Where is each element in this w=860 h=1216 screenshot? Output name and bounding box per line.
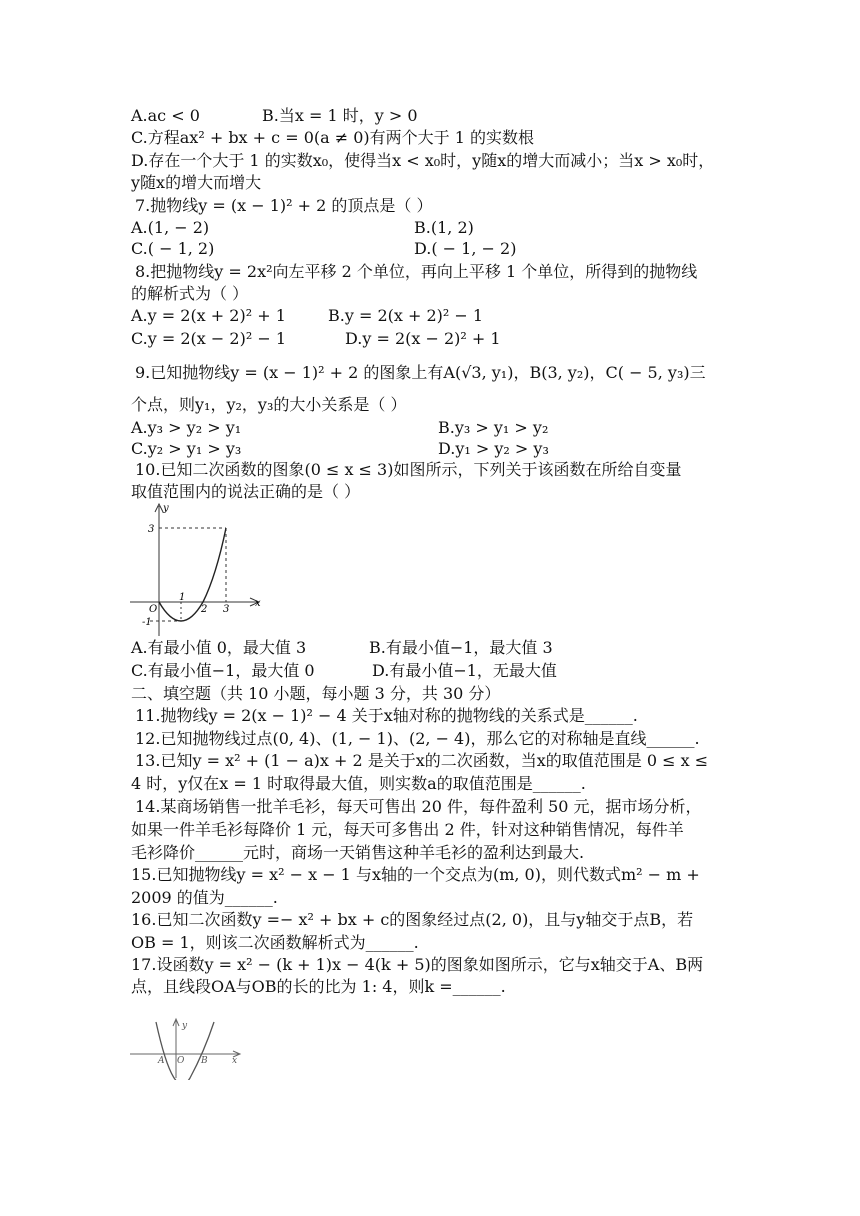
q9-option-b: B.y₃ > y₁ > y₂ [438,418,549,437]
y-tick-3: 3 [148,524,155,535]
y-tick-minus1: -1 [142,617,152,628]
q17-line1: 17.设函数y = x² − (k + 1)x − 4(k + 5)的图象如图所示，它与x轴交于A、B两 [131,955,704,974]
x-tick-3: 3 [223,604,230,615]
point-b-label: B [201,1056,208,1066]
q10-function-graph [128,500,268,638]
q6-option-a: A.ac < 0 [131,106,200,125]
q8-option-b: B.y = 2(x + 2)² − 1 [328,306,484,325]
q16-line1: 16.已知二次函数y =− x² + bx + c的图象经过点(2, 0)，且与y轴交于点B，若 [131,910,694,929]
q7-option-c: C.( − 1, 2) [131,239,215,258]
q6-option-d-line2: y随x的增大而增大 [131,173,262,192]
q16-line2: OB = 1，则该二次函数解析式为______. [131,933,419,952]
q14-line2: 如果一件羊毛衫每降价 1 元，每天可多售出 2 件，针对这种销售情况，每件羊 [131,820,684,839]
origin-label: O [177,1056,185,1066]
q17-function-graph [128,1016,248,1080]
q10-option-a: A.有最小值 0，最大值 3 [131,638,307,657]
q8-option-d: D.y = 2(x − 2)² + 1 [345,329,501,348]
origin-label: O [149,604,158,615]
q7-option-a: A.(1, − 2) [131,218,210,237]
section-heading-fill-in: 二、填空题（共 10 小题，每小题 3 分，共 30 分） [131,684,501,703]
q15-line1: 15.已知抛物线y = x² − x − 1 与x轴的一个交点为(m, 0)，则代数式m² − m + [131,865,700,884]
point-a-label: A [158,1056,165,1066]
q9-option-a: A.y₃ > y₂ > y₁ [131,418,242,437]
y-axis-label: y [182,1021,188,1031]
q10-option-c: C.有最小值−1，最大值 0 [131,661,315,680]
q14-line3: 毛衫降价______元时，商场一天销售这种羊毛衫的盈利达到最大. [131,843,585,862]
x-tick-1: 1 [179,592,186,603]
q10-stem-line2: 取值范围内的说法正确的是（ ） [131,482,361,501]
q17-line2: 点，且线段OA与OB的长的比为 1: 4，则k =______. [131,977,506,996]
q13-line2: 4 时，y仅在x = 1 时取得最大值，则实数a的取值范围是______. [131,774,586,793]
q6-option-d-line1: D.存在一个大于 1 的实数x₀，使得当x < x₀时，y随x的增大而减小；当x > x₀时， [131,151,715,170]
q13-line1: 13.已知y = x² + (1 − a)x + 2 是关于x的二次函数，当x的取值范围是 0 ≤ x ≤ [135,751,709,770]
y-axis-label: y [163,503,169,514]
q7-option-b: B.(1, 2) [414,218,474,237]
q10-stem-line1: 10.已知二次函数的图象(0 ≤ x ≤ 3)如图所示，下列关于该函数在所给自变量 [135,460,682,479]
parabola-curve [159,528,226,621]
q10-option-b: B.有最小值−1，最大值 3 [369,638,553,657]
q9-stem-line2: 个点，则y₁，y₂，y₃的大小关系是（ ） [131,395,407,414]
q6-option-c: C.方程ax² + bx + c = 0(a ≠ 0)有两个大于 1 的实数根 [131,128,535,147]
q12-text: 12.已知抛物线过点(0, 4)、(1, − 1)、(2, − 4)，那么它的对称轴是直线______. [135,729,700,748]
q8-stem-line1: 8.把抛物线y = 2x²向左平移 2 个单位，再向上平移 1 个单位，所得到的抛物线 [135,262,698,281]
x-tick-2: 2 [201,604,208,615]
q9-stem-line1: 9.已知抛物线y = (x − 1)² + 2 的图象上有A(√3, y₁)，B(3, y₂)，C( − 5, y₃)三 [135,363,706,382]
q10-option-d: D.有最小值−1，无最大值 [372,661,557,680]
q9-option-d: D.y₁ > y₂ > y₃ [438,439,549,458]
q8-option-a: A.y = 2(x + 2)² + 1 [131,306,286,325]
q7-stem: 7.抛物线y = (x − 1)² + 2 的顶点是（ ） [135,196,433,215]
q9-option-c: C.y₂ > y₁ > y₃ [131,439,242,458]
x-axis-label: x [255,598,261,609]
x-axis-label: x [232,1056,238,1066]
q14-line1: 14.某商场销售一批羊毛衫，每天可售出 20 件，每件盈利 50 元，据市场分析， [135,797,702,816]
q6-option-b: B.当x = 1 时，y > 0 [262,106,418,125]
q8-option-c: C.y = 2(x − 2)² − 1 [131,329,286,348]
q7-option-d: D.( − 1, − 2) [414,239,517,258]
q11-text: 11.抛物线y = 2(x − 1)² − 4 关于x轴对称的抛物线的关系式是______. [135,706,638,725]
q8-stem-line2: 的解析式为（ ） [131,284,249,303]
q15-line2: 2009 的值为______. [131,888,278,907]
